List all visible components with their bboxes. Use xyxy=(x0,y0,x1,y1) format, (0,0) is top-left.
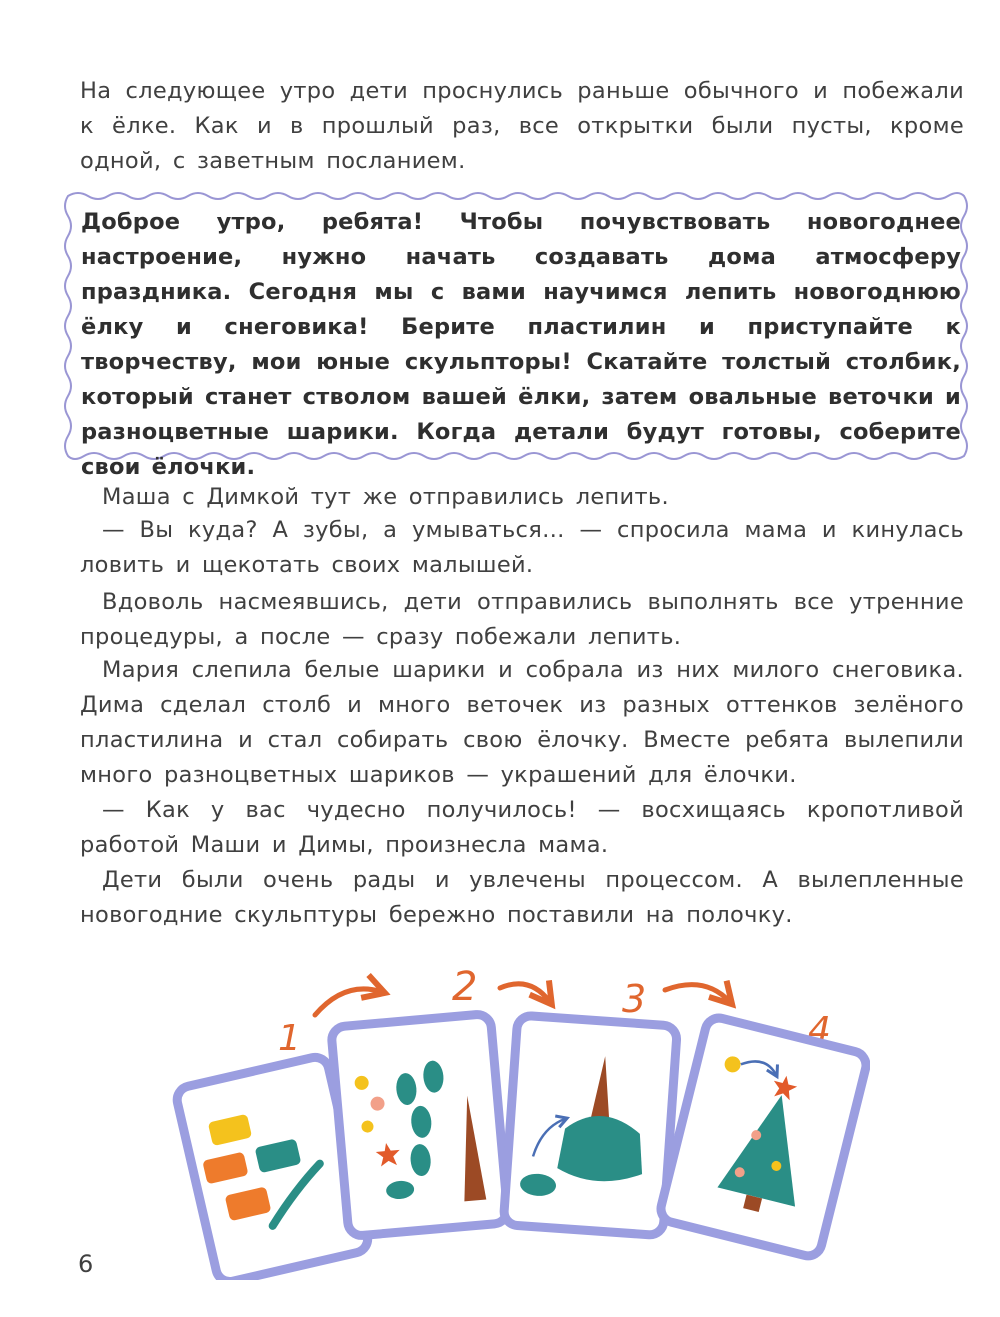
step-card-3 xyxy=(503,1015,677,1236)
step-cards-illustration xyxy=(170,960,870,1280)
arrow-2-3 xyxy=(500,984,550,1002)
step-number-3: 3 xyxy=(622,977,647,1021)
page-number: 6 xyxy=(78,1250,94,1278)
step-card-4 xyxy=(658,1015,869,1259)
paragraph-4: Вдоволь насмеявшись, дети отправились выполнять все утренние процедуры, а после — сразу побежали лепить. xyxy=(80,589,964,650)
step-number-1: 1 xyxy=(278,1018,301,1059)
step-card-2 xyxy=(331,1013,509,1236)
arrow-3-4 xyxy=(665,985,730,1002)
paragraph-5: Мария слепила белые шарики и собрала из них милого снеговика. Дима сделал столб и много веточек из разных оттенков зелёного пластилина и стал собирать свою ёлочку. Вместе ребята вылепили много разноцветных шариков — украшений для ёлочки. xyxy=(80,657,964,788)
step-number-4: 4 xyxy=(808,1010,831,1051)
paragraph-intro: На следующее утро дети проснулись раньше обычного и побежали к ёлке. Как и в прошлый раз, все открытки были пусты, кроме одной, с заветным посланием. xyxy=(80,78,964,174)
arrow-1-2 xyxy=(315,989,382,1015)
paragraph-2: Маша с Димкой тут же отправились лепить. xyxy=(102,484,669,510)
message-card-text: Доброе утро, ребята! Чтобы почувствовать новогоднее настроение, нужно начать создавать дома атмосферу праздника. Сегодня мы с вами научимся лепить новогоднюю ёлку и снеговика! Берите пластилин и приступайте к творчеству, мои юные скульпторы! Скатайте толстый столбик, который станет стволом вашей ёлки, затем овальные веточки и разноцветные шарики. Когда детали будут готовы, соберите свои ёлочки. xyxy=(81,209,961,480)
paragraph-6: — Как у вас чудесно получилось! — восхищаясь кропотливой работой Маши и Димы, произнесла мама. xyxy=(80,797,964,858)
paragraph-3: — Вы куда? А зубы, а умываться… — спросила мама и кинулась ловить и щекотать своих малышей. xyxy=(80,517,964,578)
paragraph-7: Дети были очень рады и увлечены процессом. А вылепленные новогодние скульптуры бережно поставили на полочку. xyxy=(80,867,964,928)
step-number-2: 2 xyxy=(452,964,478,1010)
